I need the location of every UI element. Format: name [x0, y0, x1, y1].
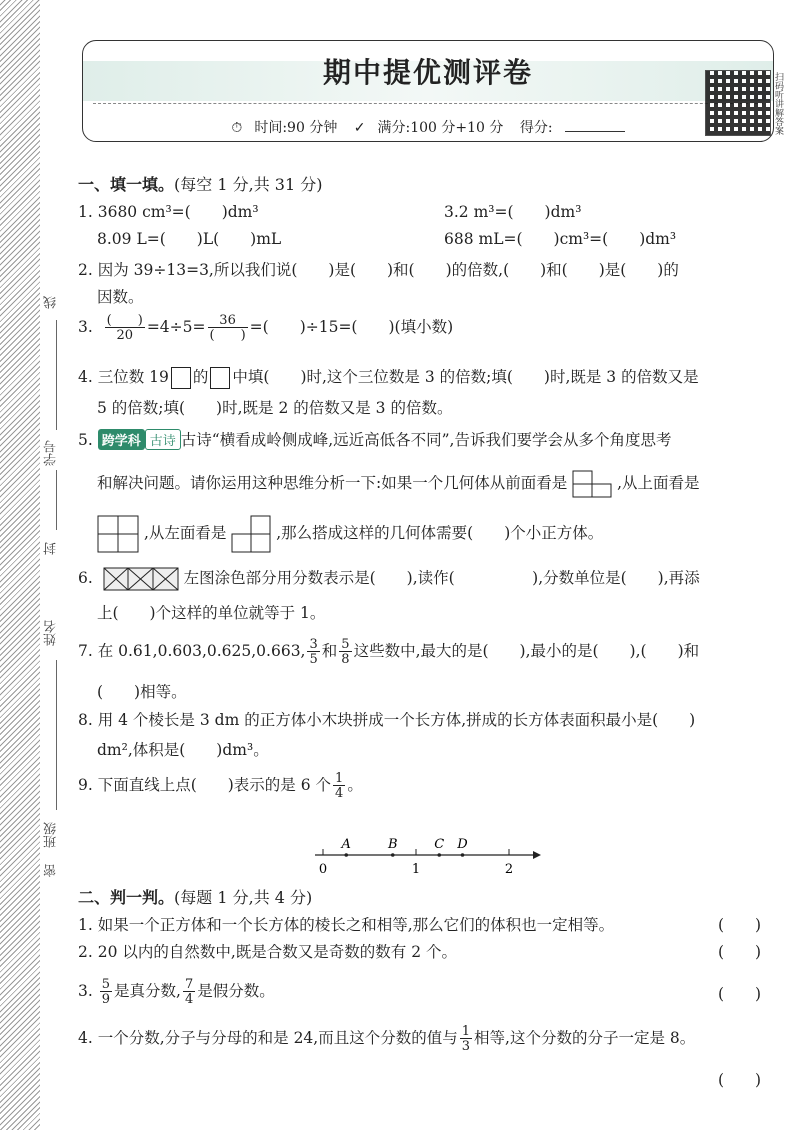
front-view-figure: [572, 470, 612, 498]
q1-a: 1. 3680 cm³=( )dm³: [78, 203, 259, 221]
number-line-point: [391, 853, 395, 857]
number-line-tick-label: 0: [318, 862, 328, 877]
number-line-point-label: C: [434, 837, 445, 852]
left-view-figure: [231, 515, 271, 553]
number-line-point: [461, 853, 465, 857]
q3: 3. $\frac{( )}{20}$ =4÷5= $\frac{36}{( )}$ =( )÷15=( )(填小数): [78, 313, 454, 343]
number-line-point-label: D: [457, 837, 468, 852]
q7-a: 7. 在 0.61,0.603,0.625,0.663, $\frac{3}{5}$ 和 $\frac{5}{8}$ 这些数中,最大的是( ),最小的是( ),( )和: [78, 637, 700, 667]
exam-header: [82, 40, 774, 142]
check-icon: ✓: [353, 120, 366, 136]
q5-a: 5. 跨学科 古诗 古诗“横看成岭侧成峰,远近高低各不同”,告诉我们要学会从多个角度思考: [78, 431, 672, 449]
score-label: 得分:: [519, 120, 553, 136]
clock-icon: ⏱: [231, 120, 243, 136]
judge-q3-answer[interactable]: ( ): [718, 985, 762, 1003]
number-line-point: [437, 853, 441, 857]
q1-d: 688 mL=( )cm³=( )dm³: [444, 230, 677, 248]
number-line-point-label: B: [387, 837, 398, 852]
judge-q3: 3. $\frac{5}{9}$ 是真分数, $\frac{7}{4}$ 是假分数。: [78, 977, 275, 1007]
shaded-fraction-figure: [103, 567, 179, 591]
q8-b: dm²,体积是( )dm³。: [97, 741, 269, 759]
poetry-tag: 古诗: [145, 429, 181, 450]
q3-fraction-1: $\frac{( )}{20}$: [106, 313, 143, 343]
qr-code-icon[interactable]: [705, 70, 771, 136]
section-1-title: 一、填一填。(每空 1 分,共 31 分): [78, 175, 323, 194]
number-line-tick-label: 1: [411, 862, 421, 877]
q1-b: 3.2 m³=( )dm³: [444, 203, 582, 221]
side-label-secret: 密: [44, 864, 59, 877]
number-line-tick-label: 2: [504, 862, 514, 877]
binding-labels: [42, 0, 66, 1130]
q8-a: 8. 用 4 个棱长是 3 dm 的正方体小木块拼成一个长方体,拼成的长方体表面积最小是( ): [78, 711, 696, 729]
section-2-title: 二、判一判。(每题 1 分,共 4 分): [78, 888, 313, 907]
side-label-class: 班级: [44, 822, 59, 848]
judge-q2: 2. 20 以内的自然数中,既是合数又是奇数的数有 2 个。: [78, 943, 458, 961]
number-line-point: [344, 853, 348, 857]
digit-box[interactable]: [210, 367, 230, 389]
side-fill-line: [56, 470, 57, 530]
judge-q4: 4. 一个分数,分子与分母的和是 24,而且这个分数的值与 $\frac{1}{3}$ 相等,这个分数的分子一定是 8。: [78, 1024, 696, 1054]
q7-b: ( )相等。: [97, 683, 187, 701]
digit-box[interactable]: [171, 367, 191, 389]
side-fill-line: [56, 660, 57, 810]
q4-b: 5 的倍数;填( )时,既是 2 的倍数又是 3 的倍数。: [97, 399, 453, 417]
time-limit: 时间:90 分钟: [254, 120, 338, 136]
header-divider: [93, 103, 763, 104]
number-line-arrow: [533, 851, 541, 859]
full-score: 满分:100 分+10 分: [377, 120, 504, 136]
q4-a: 4. 三位数 19 的 中填( )时,这个三位数是 3 的倍数;填( )时,既是 3 的倍数又是: [78, 365, 699, 389]
qr-caption: 扫码听讲解答案: [773, 72, 783, 135]
number-line-point-label: A: [341, 837, 351, 852]
judge-q2-answer[interactable]: ( ): [718, 943, 762, 961]
q3-fraction-2: $\frac{36}{( )}$: [209, 313, 246, 343]
page-title: 期中提优测评卷: [322, 56, 533, 89]
q9: 9. 下面直线上点( )表示的是 6 个 $\frac{1}{4}$ 。: [78, 771, 363, 801]
top-view-figure: [97, 515, 139, 553]
q2-b: 因数。: [97, 288, 144, 306]
judge-q1-answer[interactable]: ( ): [718, 916, 762, 934]
q1-c: 8.09 L=( )L( )mL: [97, 230, 282, 248]
q6-b: 上( )个这样的单位就等于 1。: [97, 604, 326, 622]
number-line: [305, 830, 545, 880]
side-label-seal: 封: [44, 542, 59, 555]
side-label-student-no: 学号: [44, 440, 59, 466]
binding-margin-hatch: [0, 0, 40, 1130]
judge-q4-answer[interactable]: ( ): [718, 1071, 762, 1089]
side-fill-line: [56, 320, 57, 430]
judge-q1: 1. 如果一个正方体和一个长方体的棱长之和相等,那么它们的体积也一定相等。: [78, 916, 615, 934]
q6-a: 6. 左图涂色部分用分数表示是( ),读作( ),分数单位是( ),再添: [78, 566, 700, 591]
q5-c: ,从左面看是 ,那么搭成这样的几何体需要( )个小正方体。: [97, 515, 603, 553]
score-field[interactable]: [565, 119, 625, 132]
side-label-line: 线: [44, 296, 59, 309]
side-label-name: 姓名: [44, 620, 59, 646]
q2-a: 2. 因为 39÷13=3,所以我们说( )是( )和( )的倍数,( )和( )是( )的: [78, 261, 679, 279]
cross-subject-tag: 跨学科: [98, 429, 145, 450]
exam-meta: [83, 117, 773, 137]
q5-b: 和解决问题。请你运用这种思维分析一下:如果一个几何体从前面看是 ,从上面看是: [97, 470, 700, 498]
